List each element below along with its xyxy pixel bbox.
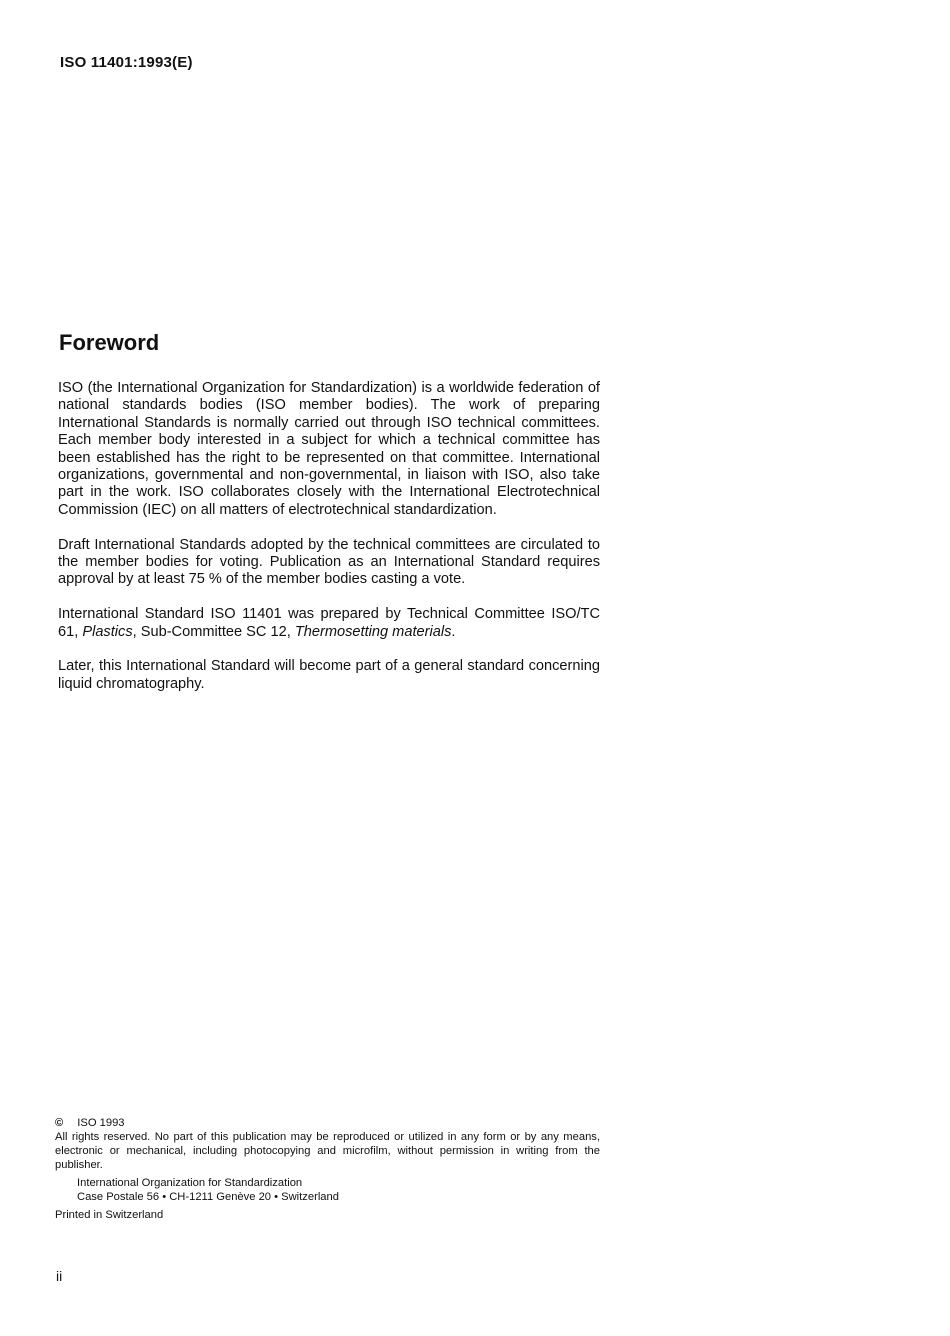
rights-statement: All rights reserved. No part of this publication may be reproduced or utilized in any form or by any means, electronic or mechanical, including photocopying and microfilm, without permission in writing from the publisher. (55, 1131, 600, 1171)
copyright-block (55, 1116, 600, 1222)
copyright-year-line (55, 1116, 600, 1130)
subcommittee-name-thermosetting: Thermosetting materials (294, 623, 452, 640)
paragraph-3-text-c: . (451, 623, 456, 640)
document-id: ISO 11401:1993(E) (60, 54, 193, 71)
foreword-paragraph-1: ISO (the International Organization for Standardization) is a worldwide federation of national standards bodies (ISO member bodies). The work of preparing International Standards is normally carried out through ISO technical committees. Each member body interested in a subject for which a technical committee has been established has the right to be represented on that committee. International organizations, governmental and non-governmental, in liaison with ISO, also take part in the work. ISO collaborates closely with the International Electrotechnical Commission (IEC) on all matters of electrotechnical standardization. (58, 380, 600, 518)
paragraph-3-text-a: International Standard ISO 11401 was prepared by Technical Committee ISO/TC 61, (58, 606, 600, 640)
copyright-year: ISO 1993 (77, 1117, 125, 1129)
printed-in: Printed in Switzerland (55, 1209, 164, 1221)
organization-name: International Organization for Standardization (77, 1177, 303, 1189)
foreword-body (58, 380, 600, 711)
foreword-paragraph-2: Draft International Standards adopted by the technical committees are circulated to the member bodies for voting. Publication as an International Standard requires approval by at least 75 % of the member bodies casting a vote. (58, 536, 600, 588)
committee-name-plastics: Plastics (82, 623, 133, 640)
foreword-heading: Foreword (59, 330, 160, 355)
copyright-symbol: © (55, 1117, 64, 1129)
foreword-paragraph-4: Later, this International Standard will become part of a general standard concerning liquid chromatography. (58, 658, 600, 692)
page-number: ii (56, 1268, 63, 1284)
organization-address (77, 1176, 600, 1204)
paragraph-3-text-b: , Sub-Committee SC 12, (132, 623, 295, 640)
postal-address: Case Postale 56 • CH-1211 Genève 20 • Switzerland (77, 1191, 339, 1203)
foreword-paragraph-3 (58, 606, 600, 641)
